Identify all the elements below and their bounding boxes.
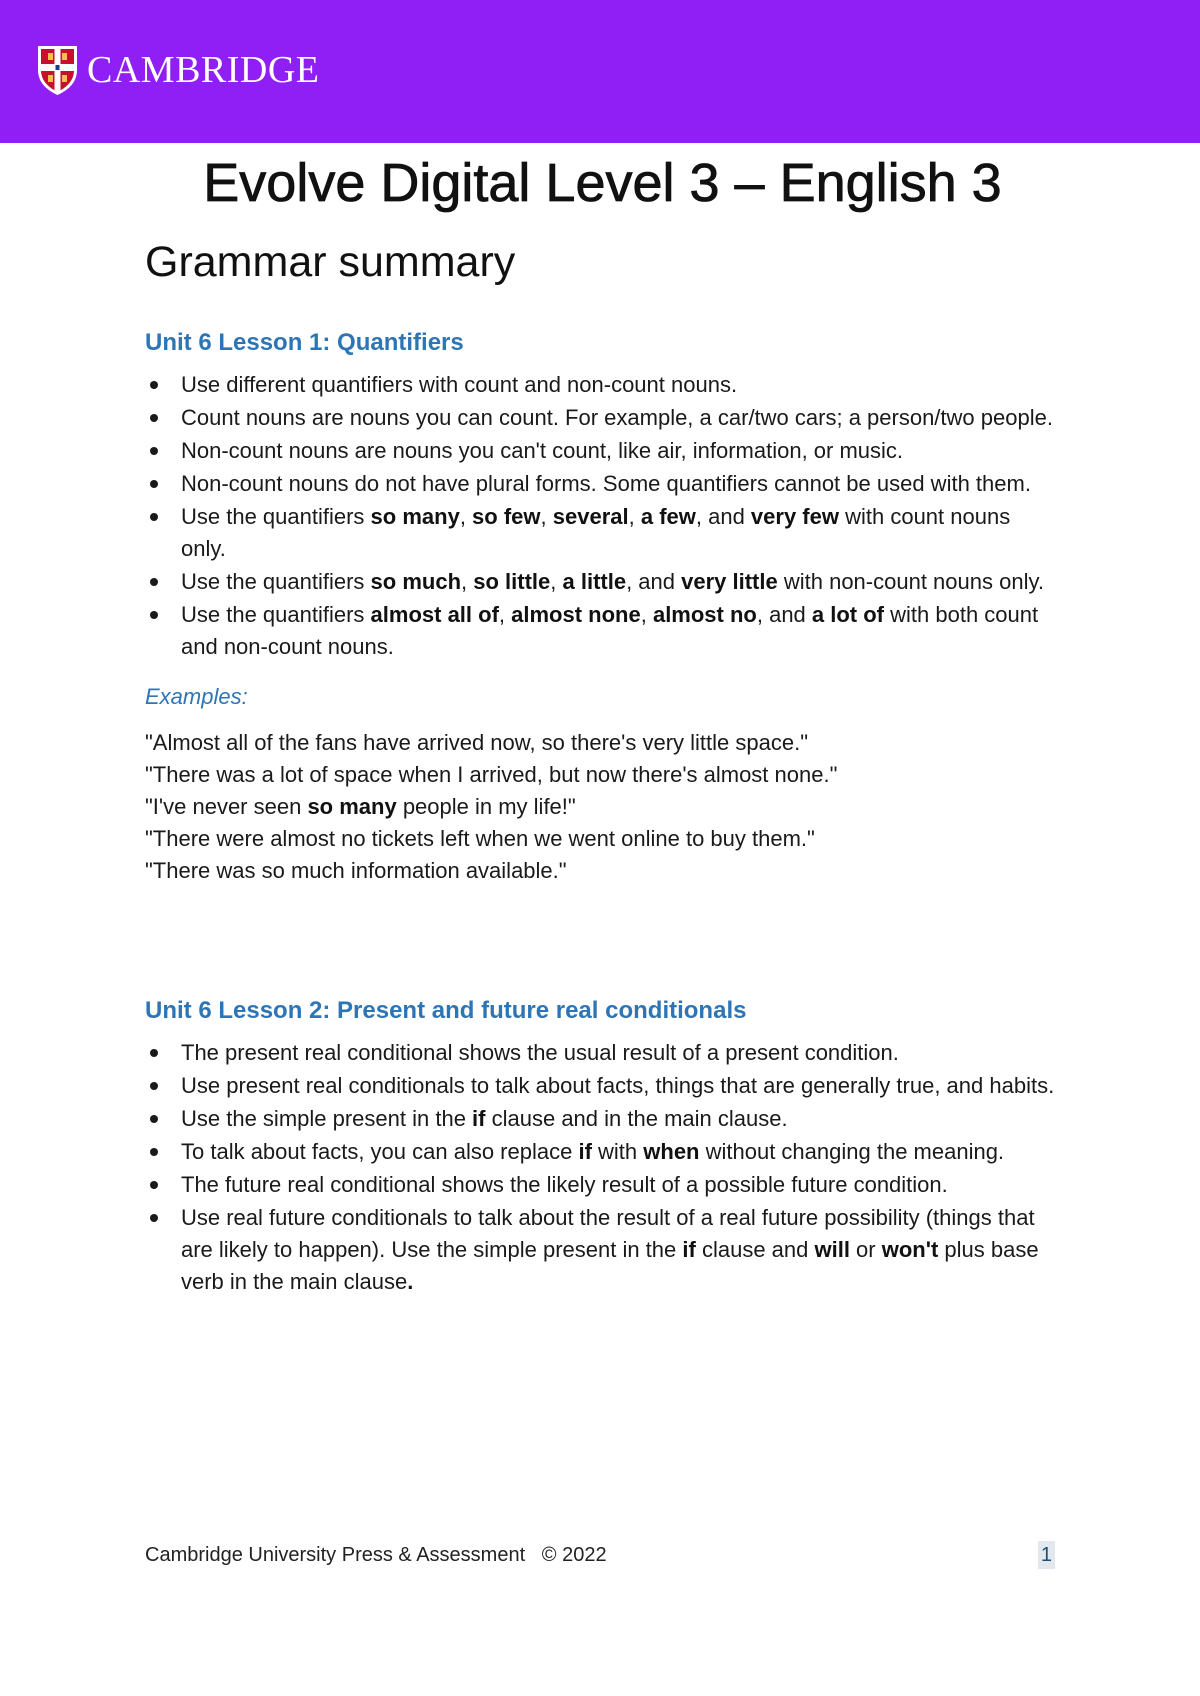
section-conditionals [145,995,1060,1298]
bold-term: if [472,1106,486,1131]
bold-term: almost no [652,602,757,627]
bullet-item: Use the simple present in the if clause and in the main clause. [145,1103,1060,1135]
footer-publisher: Cambridge University Press & Assessment © 2022 [145,1544,607,1566]
examples-list [145,727,1060,887]
bold-term: so many [370,504,460,529]
example-sentence: "Almost all of the fans have arrived now, so there's very little space." [145,730,809,755]
example-sentence: "I've never seen so many people in my life!" [145,794,576,819]
bold-term: won't [881,1237,939,1262]
bullet-item: Use the quantifiers almost all of, almost none, almost no, and a lot of with both count and non-count nouns. [145,599,1060,663]
document-title: Evolve Digital Level 3 – English 3 [203,153,1002,213]
example-sentence: "There was so much information available." [145,858,567,883]
bold-term: a few [640,504,696,529]
bold-term: very few [750,504,839,529]
header-banner [0,0,1200,143]
bold-term: so few [472,504,541,529]
cambridge-logo [36,44,320,96]
bullet-item: Use different quantifiers with count and non-count nouns. [145,369,1060,401]
examples-label: Examples: [145,684,248,709]
bold-term: so many [307,794,397,819]
bold-term: very little [681,569,778,594]
bullet-list [145,369,1060,663]
bullet-item: The present real conditional shows the usual result of a present condition. [145,1037,1060,1069]
bold-term: almost all of [370,602,499,627]
bold-term: will [814,1237,850,1262]
section-heading: Unit 6 Lesson 1: Quantifiers [145,329,464,356]
bullet-item: Use present real conditionals to talk about facts, things that are generally true, and habits. [145,1070,1060,1102]
bullet-item: Use real future conditionals to talk about the result of a real future possibility (things that are likely to happen). Use the simple present in the if clause and will or won't plus base verb in the main clause. [145,1202,1060,1298]
bullet-item: Non-count nouns are nouns you can't count, like air, information, or music. [145,435,1060,467]
bold-term: if [578,1139,592,1164]
bold-term: almost none [511,602,641,627]
document-subtitle: Grammar summary [145,238,516,286]
bold-term: a little [562,569,627,594]
bold-term: so much [370,569,462,594]
bullet-item: To talk about facts, you can also replace if with when without changing the meaning. [145,1136,1060,1168]
example-sentence: "There were almost no tickets left when we went online to buy them." [145,826,815,851]
bullet-item: Use the quantifiers so many, so few, several, a few, and very few with count nouns only. [145,501,1060,565]
bold-term: . [407,1269,414,1294]
bold-term: several [552,504,629,529]
bold-term: when [643,1139,700,1164]
logo-wordmark: CAMBRIDGE [87,49,320,91]
bullet-list [145,1037,1060,1298]
cambridge-shield-icon [36,44,79,96]
bullet-item: Count nouns are nouns you can count. For example, a car/two cars; a person/two people. [145,402,1060,434]
page-footer [145,1541,1055,1569]
bold-term: if [682,1237,696,1262]
bullet-item: Use the quantifiers so much, so little, a little, and very little with non-count nouns only. [145,566,1060,598]
document-body [145,143,1060,1299]
bold-term: a lot of [811,602,885,627]
page-number: 1 [1038,1541,1055,1569]
example-sentence: "There was a lot of space when I arrived, but now there's almost none." [145,762,838,787]
bold-term: so little [473,569,551,594]
bullet-item: The future real conditional shows the likely result of a possible future condition. [145,1169,1060,1201]
bullet-item: Non-count nouns do not have plural forms. Some quantifiers cannot be used with them. [145,468,1060,500]
section-heading: Unit 6 Lesson 2: Present and future real conditionals [145,997,747,1024]
section-quantifiers [145,327,1060,887]
